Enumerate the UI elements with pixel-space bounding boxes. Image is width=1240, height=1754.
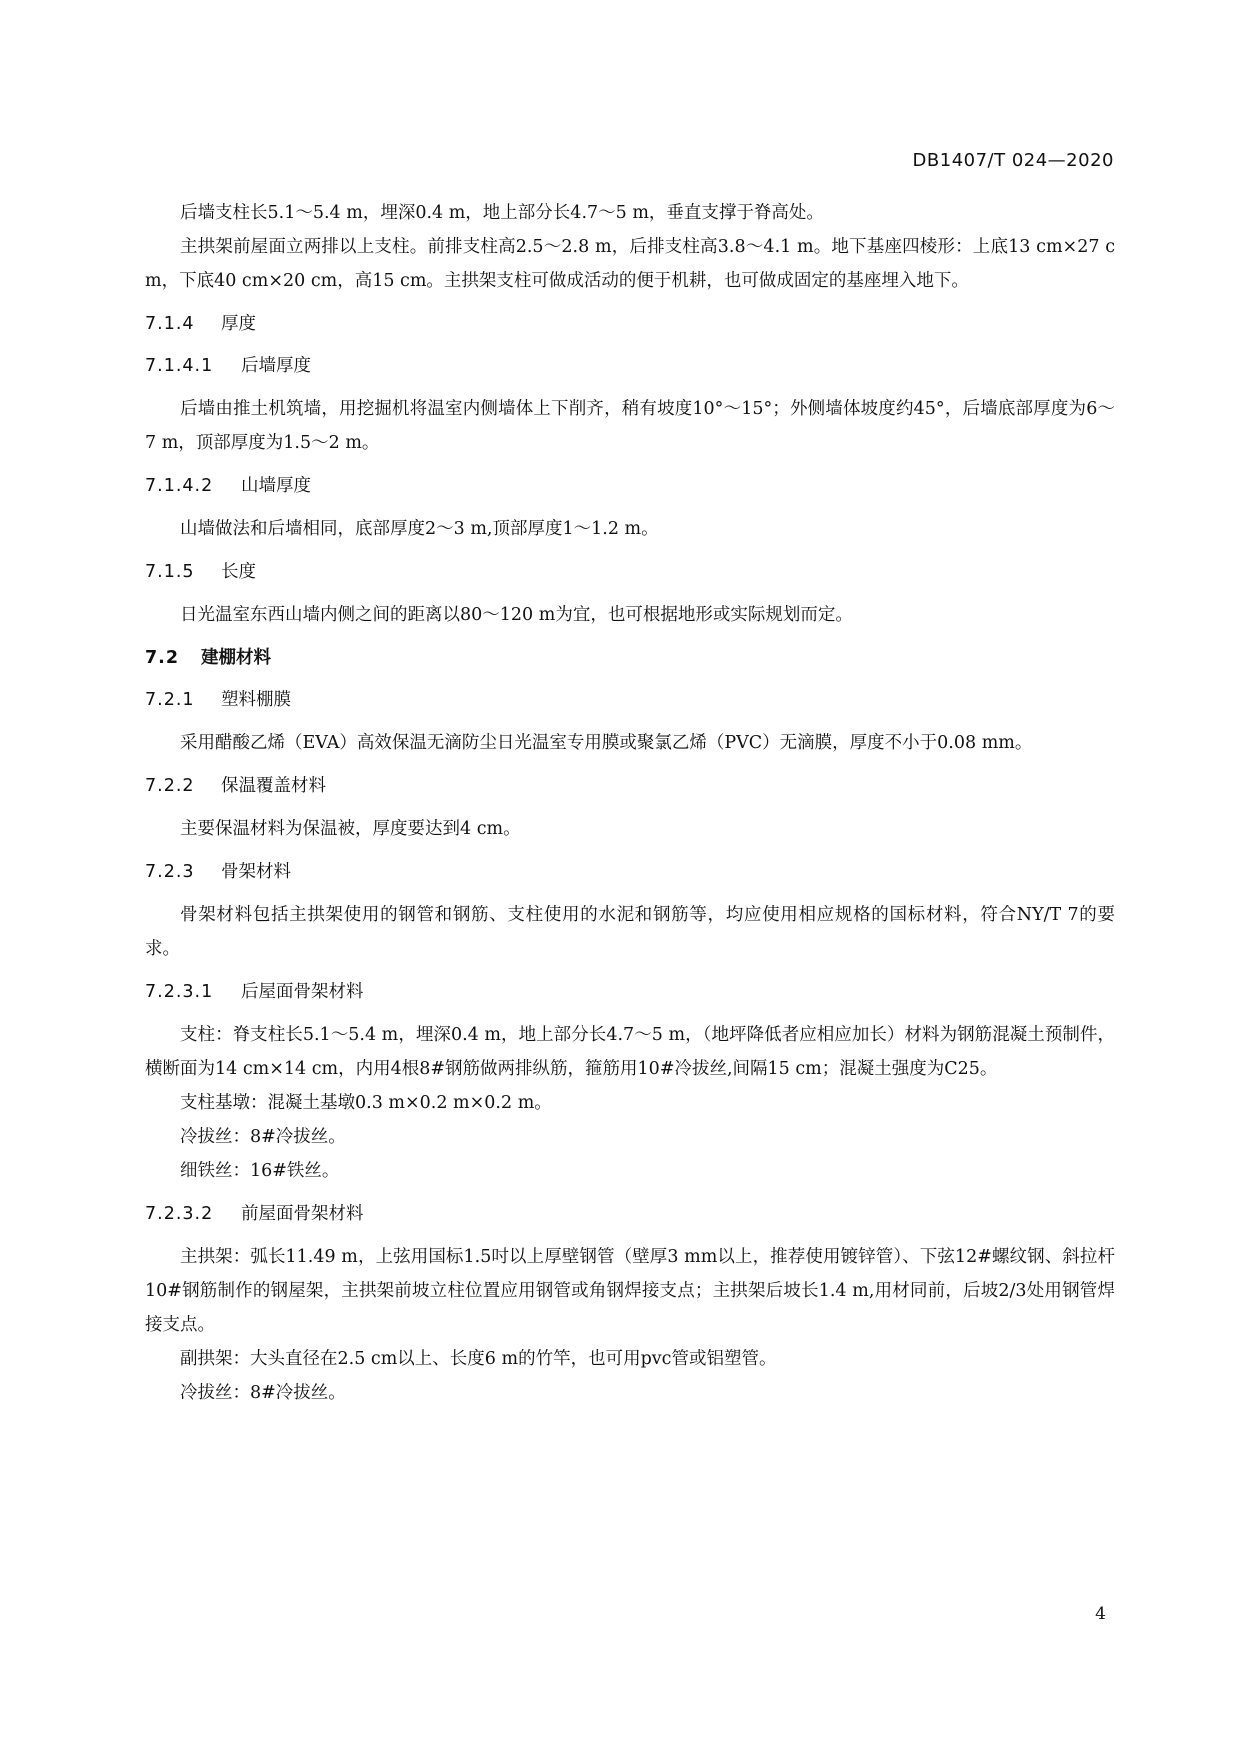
body-paragraph: 日光温室东西山墙内侧之间的距离以80～120 m为宜，也可根据地形或实际规划而定。 [180,605,853,625]
section-heading [145,470,1115,502]
body-paragraph: 后墙由推土机筑墙，用挖掘机将温室内侧墙体上下削齐，稍有坡度10°～15°；外侧墙体坡度约45°，后墙底部厚度为6～7 m，顶部厚度为1.5～2 m。 [145,399,1115,453]
body-paragraph: 副拱架：大头直径在2.5 cm以上、长度6 m的竹竿，也可用pvc管或铝塑管。 [180,1349,777,1369]
body-paragraph: 山墙做法和后墙相同，底部厚度2～3 m,顶部厚度1～1.2 m。 [180,519,659,539]
body-paragraph: 支柱：脊支柱长5.1～5.4 m，埋深0.4 m，地上部分长4.7～5 m，（地坪降低者应相应加长）材料为钢筋混凝土预制件，横断面为14 cm×14 cm，内用4根8#钢筋做两排纵筋，箍筋用10#冷拔丝,间隔15 cm；混凝土强度为C25。 [145,1025,1115,1079]
section-title: 前屋面骨架材料 [241,1204,364,1224]
section-heading [145,976,1115,1008]
section-heading [145,556,1115,588]
section-number: 7.2.1 [145,690,195,710]
section-number: 7.1.4.2 [145,476,214,496]
body-paragraph: 采用醋酸乙烯（EVA）高效保温无滴防尘日光温室专用膜或聚氯乙烯（PVC）无滴膜，厚度不小于0.08 mm。 [180,733,1033,753]
page-number: 4 [1095,1604,1106,1624]
section-title: 建棚材料 [201,648,271,668]
section-title: 长度 [221,562,256,582]
section-number: 7.1.5 [145,562,195,582]
document-body [145,196,1115,1410]
body-paragraph: 骨架材料包括主拱架使用的钢管和钢筋、支柱使用的水泥和钢筋等，均应使用相应规格的国标材料，符合NY/T 7的要求。 [145,905,1115,959]
section-number: 7.2 [145,648,180,668]
body-paragraph: 主要保温材料为保温被，厚度要达到4 cm。 [180,819,521,839]
body-paragraph: 支柱基墩：混凝土基墩0.3 m×0.2 m×0.2 m。 [180,1093,552,1113]
section-number: 7.2.2 [145,776,195,796]
body-paragraph: 后墙支柱长5.1～5.4 m，埋深0.4 m，地上部分长4.7～5 m，垂直支撑于脊高处。 [180,203,824,223]
section-heading [145,308,1115,340]
body-paragraph: 冷拔丝：8#冷拔丝。 [180,1383,346,1403]
section-title: 保温覆盖材料 [221,776,326,796]
section-heading [145,684,1115,716]
section-number: 7.2.3 [145,862,195,882]
body-paragraph: 主拱架：弧长11.49 m，上弦用国标1.5吋以上厚壁钢管（壁厚3 mm以上，推荐使用镀锌管）、下弦12#螺纹钢、斜拉杆10#钢筋制作的钢屋架，主拱架前坡立柱位置应用钢管或角钢焊接支点；主拱架后坡长1.4 m,用材同前，后坡2/3处用钢管焊接支点。 [145,1247,1115,1335]
section-number: 7.1.4 [145,314,195,334]
section-number: 7.2.3.2 [145,1204,214,1224]
section-title: 骨架材料 [221,862,291,882]
body-paragraph: 冷拔丝：8#冷拔丝。 [180,1127,346,1147]
section-title: 厚度 [221,314,256,334]
section-heading [145,350,1115,382]
section-title: 后屋面骨架材料 [241,982,364,1002]
section-title: 山墙厚度 [241,476,311,496]
standard-code-header: DB1407/T 024—2020 [912,150,1114,171]
section-heading [145,1198,1115,1230]
section-number: 7.1.4.1 [145,356,214,376]
section-title: 后墙厚度 [241,356,311,376]
body-paragraph: 主拱架前屋面立两排以上支柱。前排支柱高2.5～2.8 m，后排支柱高3.8～4.1 m。地下基座四棱形：上底13 cm×27 cm，下底40 cm×20 cm，高15 cm。主拱架支柱可做成活动的便于机耕，也可做成固定的基座埋入地下。 [145,237,1115,291]
section-heading [145,642,1115,674]
section-number: 7.2.3.1 [145,982,214,1002]
section-heading [145,770,1115,802]
section-heading [145,856,1115,888]
section-title: 塑料棚膜 [221,690,291,710]
body-paragraph: 细铁丝：16#铁丝。 [180,1161,340,1181]
